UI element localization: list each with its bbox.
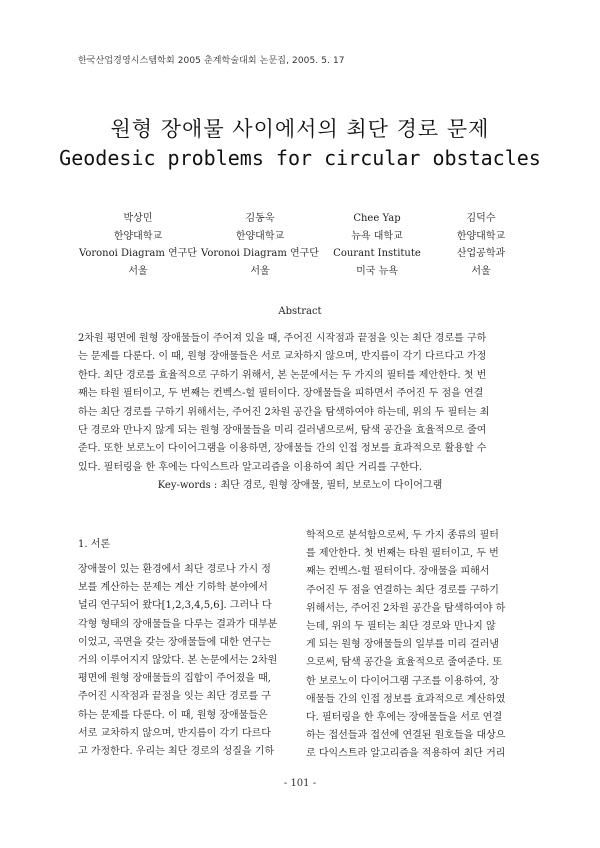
author-affiliation: 미국 뉴욕 <box>356 265 398 277</box>
body-line: 하는 접선들과 접선에 연결된 원호들을 대상으 <box>306 730 506 742</box>
body-line: 으로써, 탐색 공간을 효율적으로 줄여준다. 또 <box>306 657 503 669</box>
body-line: 주어진 시작점과 끝점을 잇는 최단 경로를 구 <box>78 691 271 703</box>
body-line: 보를 계산하는 문제는 계산 기하학 분야에서 <box>78 582 268 594</box>
author-affiliation: 서울 <box>128 265 148 277</box>
abstract-line: 는 문제를 다룬다. 이 때, 원형 장애물들은 서로 교차하지 않으며, 반지름이 각기 다르다고 가정 <box>78 351 487 363</box>
author-affiliation: 서울 <box>250 265 270 277</box>
left-column <box>78 561 298 761</box>
keywords: Key-words : 최단 경로, 원형 장애물, 필터, 보로노이 다이어그램 <box>157 480 443 491</box>
author-affiliation: 한양대학교 <box>113 230 163 242</box>
body-line: 장애물이 있는 환경에서 최단 경로나 가시 정 <box>78 564 271 575</box>
author-affiliation: 한양대학교 <box>235 230 285 242</box>
author-affiliation: Voronoi Diagram 연구단 <box>79 248 197 259</box>
abstract-line: 단 경로와 만나지 않게 되는 원형 장애물들을 미리 걸러냄으로써, 탐색 공간을 효율적으로 줄여 <box>78 425 487 437</box>
body-line: 애물들 간의 인접 정보를 효과적으로 계산하였 <box>306 693 506 705</box>
author-name: 박상민 <box>123 213 153 224</box>
body-line: 널리 연구되어 왔다[1,2,3,4,5,6]. 그러나 다 <box>78 600 272 612</box>
body-line: 거의 이루어지지 않았다. 본 논문에서는 2차원 <box>78 655 278 667</box>
author-block <box>78 210 198 280</box>
author-block <box>436 210 526 280</box>
author-affiliation: Voronoi Diagram 연구단 <box>201 248 319 259</box>
author-affiliation: 산업공학과 <box>456 248 506 259</box>
author-block <box>200 210 320 280</box>
running-header: 한국산업경영시스템학회 2005 춘계학술대회 논문집, 2005. 5. 17 <box>78 56 345 66</box>
author-block <box>322 210 432 280</box>
body-line: 다. 필터링을 한 후에는 장애물들을 서로 연결 <box>306 712 503 724</box>
body-line: 하는 문제를 다룬다. 이 때, 원형 장애물들은 <box>78 709 268 721</box>
title-korean: 원형 장애물 사이에서의 최단 경로 문제 <box>110 117 490 141</box>
body-line: 로 다익스트라 알고리즘을 적용하여 최단 거리 <box>306 748 506 760</box>
body-line: 평면에 원형 장애물들의 집합이 주어졌을 때, <box>78 673 271 685</box>
body-line: 고 가정한다. 우리는 최단 경로의 성질을 기하 <box>78 746 275 758</box>
body-line: 위해서는, 주어진 2차원 공간을 탐색하여야 하 <box>306 602 506 614</box>
body-line: 째는 컨벡스-헐 필터이다. 장애물을 피해서 <box>306 566 490 578</box>
author-name: 김동욱 <box>245 213 275 224</box>
section-title: 1. 서론 <box>78 539 111 550</box>
abstract-line: 하는 최단 경로를 구하기 위해서는, 주어진 2차원 공간을 탐색하여야 하는데, 위의 두 필터는 최 <box>78 406 490 418</box>
body-line: 주어진 두 점을 연결하는 최단 경로를 구하기 <box>306 584 499 596</box>
abstract-line: 째는 타원 필터이고, 두 번째는 컨벡스-헐 필터이다. 장애물들을 피하면서 주어진 두 점을 연결 <box>78 388 484 400</box>
author-name: Chee Yap <box>353 213 401 224</box>
right-column <box>306 527 526 764</box>
author-affiliation: 한양대학교 <box>456 230 506 242</box>
author-name: 김덕수 <box>466 213 496 224</box>
abstract-line: 한다. 최단 경로를 효율적으로 구하기 위해서, 본 논문에서는 두 가지의 필터를 제안한다. 첫 번 <box>78 369 487 381</box>
author-affiliation: Courant Institute <box>333 248 421 259</box>
body-line: 는데, 위의 두 필터는 최단 경로와 만나지 않 <box>306 621 496 633</box>
author-affiliation: 뉴욕 대학교 <box>351 230 403 242</box>
body-line: 한 보로노이 다이어그램 구조를 이용하여, 장 <box>306 675 499 687</box>
abstract-line: 있다. 필터링을 한 후에는 다익스트라 알고리즘을 이용하여 최단 거리를 구한다. <box>78 461 423 473</box>
body-line: 를 제안한다. 첫 번째는 타원 필터이고, 두 번 <box>306 548 499 560</box>
author-affiliation: 서울 <box>471 265 491 277</box>
body-line: 게 되는 원형 장애물들의 일부를 미리 걸러냄 <box>306 639 499 651</box>
page-number: - 101 - <box>283 778 317 789</box>
body-line: 이었고, 곡면을 갖는 장애물들에 대한 연구는 <box>78 636 271 648</box>
abstract-heading: Abstract <box>278 306 322 317</box>
title-english: Geodesic problems for circular obstacles <box>59 146 541 170</box>
body-line: 학적으로 분석함으로써, 두 가지 종류의 필터 <box>306 530 499 541</box>
body-line: 각형 형태의 장애물들을 다루는 결과가 대부분 <box>78 618 278 630</box>
abstract-line: 2차원 평면에 원형 장애물들이 주어져 있을 때, 주어진 시작점과 끝점을 잇는 최단 경로를 구하 <box>78 333 487 344</box>
abstract-line: 준다. 또한 보로노이 다이어그램을 이용하면, 장애물들 간의 인접 정보를 효과적으로 활용할 수 <box>78 443 487 455</box>
abstract-body <box>78 330 524 477</box>
body-line: 서로 교차하지 않으며, 반지름이 각기 다르다 <box>78 727 271 739</box>
